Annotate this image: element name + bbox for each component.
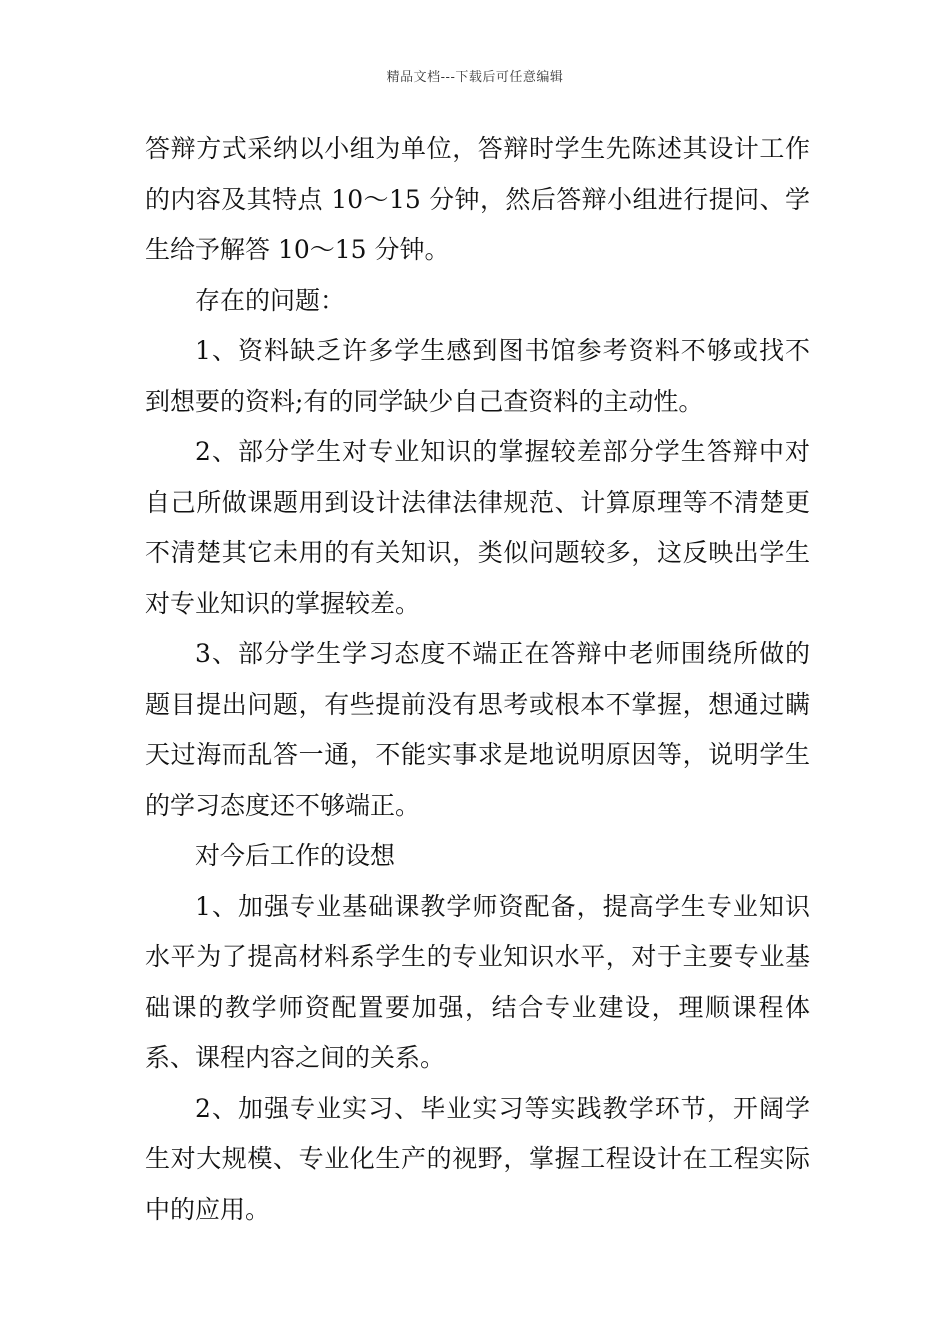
paragraph-defense-method: 答辩方式采纳以小组为单位，答辩时学生先陈述其设计工作的内容及其特点 10～15 分钟，然后答辩小组进行提问、学生给予解答 10～15 分钟。	[145, 134, 810, 264]
paragraph-plan-2: 2、加强专业实习、毕业实习等实践教学环节，开阔学生对大规模、专业化生产的视野，掌握工程设计在工程实际中的应用。	[145, 1093, 810, 1224]
page-header: 精品文档---下载后可任意编辑	[386, 70, 564, 85]
paragraph-plan-1: 1、加强专业基础课教学师资配备，提高学生专业知识水平为了提高材料系学生的专业知识水平，对于主要专业基础课的教学师资配置要加强，结合专业建设，理顺课程体系、课程内容之间的关系。	[145, 891, 810, 1072]
heading-future-plans: 对今后工作的设想	[195, 841, 396, 870]
heading-existing-problems: 存在的问题：	[195, 285, 346, 315]
paragraph-problem-1: 1、资料缺乏许多学生感到图书馆参考资料不够或找不到想要的资料;有的同学缺少自己查资料的主动性。	[145, 336, 810, 416]
paragraph-problem-2: 2、部分学生对专业知识的掌握较差部分学生答辩中对自己所做课题用到设计法律法律规范、计算原理等不清楚更不清楚其它未用的有关知识，类似问题较多，这反映出学生对专业知识的掌握较差。	[145, 437, 810, 618]
document-body	[145, 124, 810, 1235]
paragraph-problem-3: 3、部分学生学习态度不端正在答辩中老师围绕所做的题目提出问题，有些提前没有思考或根本不掌握，想通过瞒天过海而乱答一通，不能实事求是地说明原因等，说明学生的学习态度还不够端正。	[145, 639, 810, 820]
